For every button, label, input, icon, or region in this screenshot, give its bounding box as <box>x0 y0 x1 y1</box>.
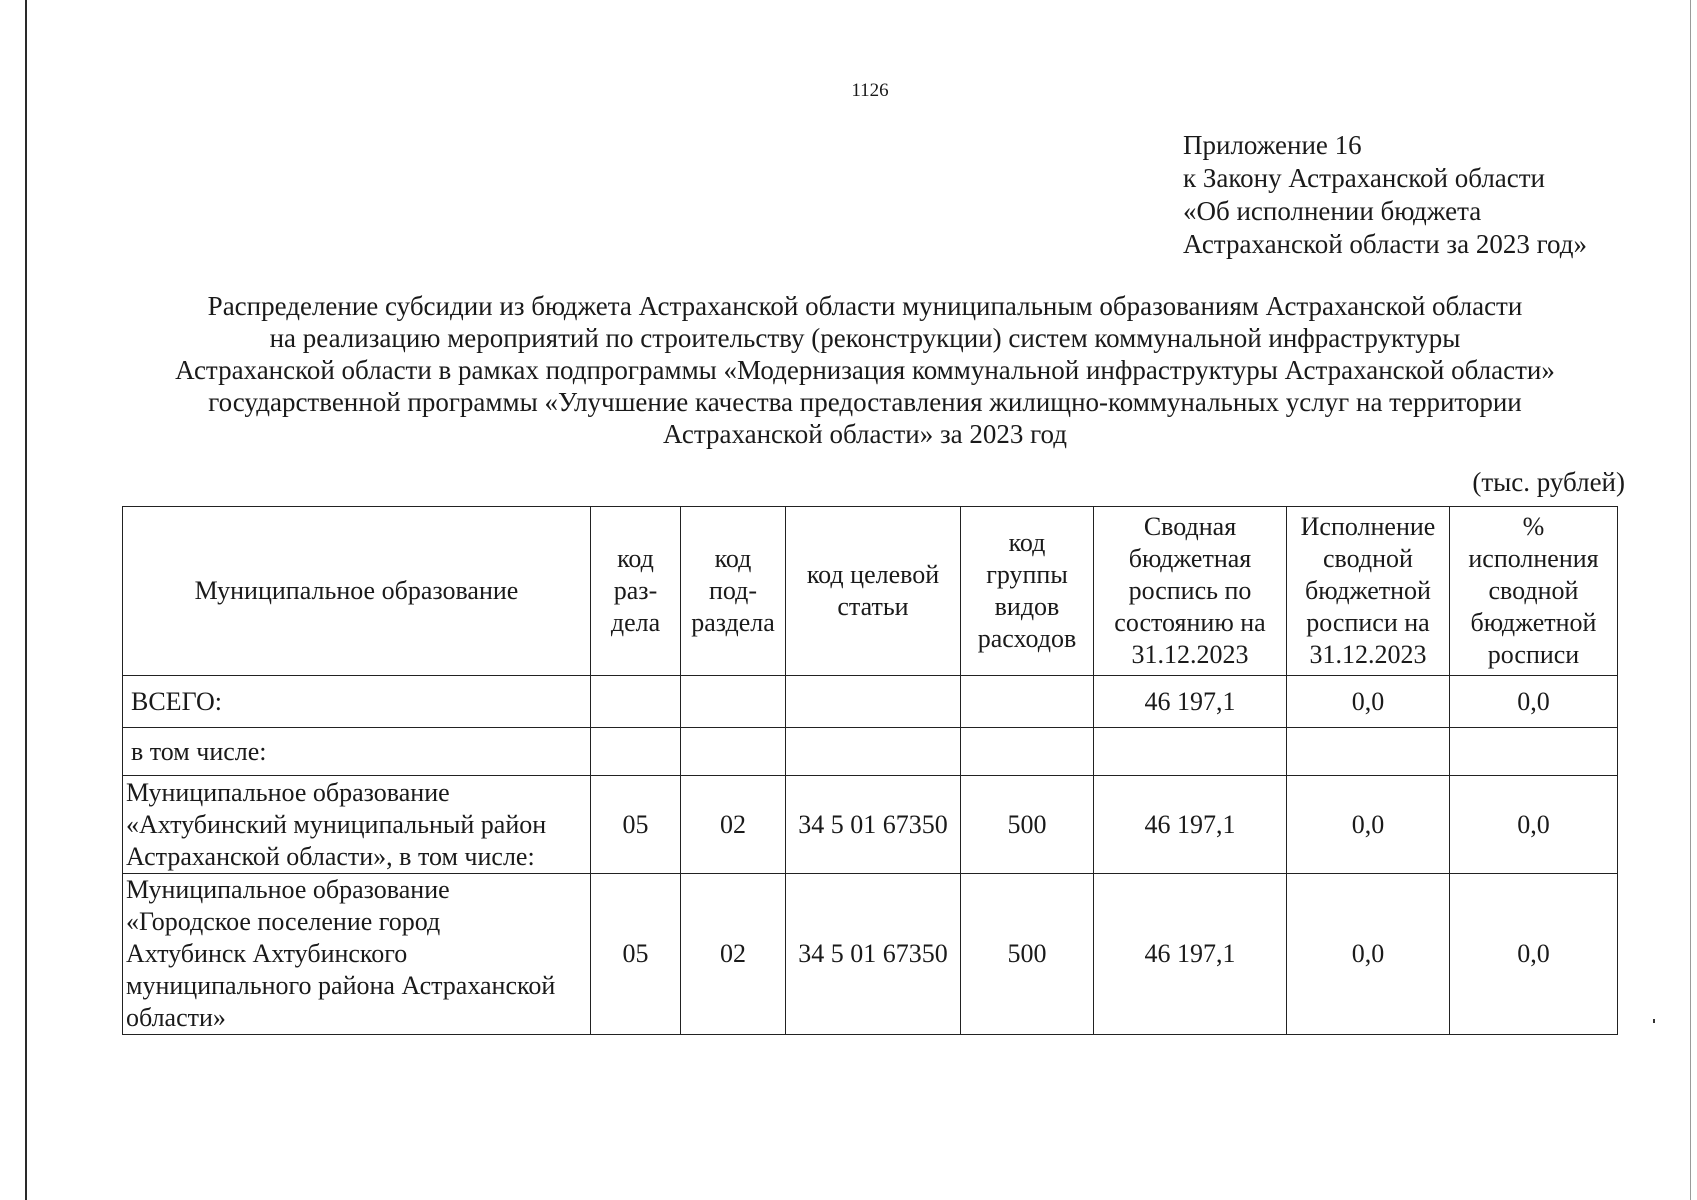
total-budget: 46 197,1 <box>1094 676 1287 728</box>
municipality-name: Муниципальное образование «Ахтубинский муниципальный район Астраханской области», в том числе: <box>123 776 591 874</box>
header-execution: Исполнение сводной бюджетной росписи на 31.12.2023 <box>1287 507 1450 676</box>
appendix-reference <box>1183 129 1587 261</box>
expense-group-code: 500 <box>961 776 1094 874</box>
table-row <box>123 776 1618 874</box>
appendix-line: к Закону Астраханской области <box>1183 163 1546 193</box>
title-line: на реализацию мероприятий по строительству (реконструкции) систем коммунальной инфраструктуры <box>269 323 1461 353</box>
executed-amount: 0,0 <box>1287 874 1450 1035</box>
subsidy-table <box>122 506 1618 1035</box>
appendix-line: Приложение 16 <box>1183 130 1362 160</box>
table-row <box>123 874 1618 1035</box>
total-percent: 0,0 <box>1450 676 1618 728</box>
scan-speck <box>1653 1019 1655 1023</box>
empty-cell <box>786 728 961 776</box>
page-number: 1126 <box>851 80 889 101</box>
empty-cell <box>591 728 681 776</box>
header-budget-schedule: Сводная бюджетная роспись по состоянию на 31.12.2023 <box>1094 507 1287 676</box>
empty-cell <box>681 676 786 728</box>
expense-group-code: 500 <box>961 874 1094 1035</box>
empty-cell <box>786 676 961 728</box>
budget-amount: 46 197,1 <box>1094 776 1287 874</box>
appendix-line: Астраханской области за 2023 год» <box>1183 229 1587 259</box>
section-code: 05 <box>591 874 681 1035</box>
scan-right-edge-line <box>1690 0 1691 1200</box>
header-expense-group-code: код группы видов расходов <box>961 507 1094 676</box>
budget-amount: 46 197,1 <box>1094 874 1287 1035</box>
execution-percent: 0,0 <box>1450 874 1618 1035</box>
title-line: Астраханской области в рамках подпрограммы «Модернизация коммунальной инфраструктуры Астраханской области» <box>175 355 1555 385</box>
empty-cell <box>591 676 681 728</box>
title-line: государственной программы «Улучшение качества предоставления жилищно-коммунальных услуг на территории <box>208 387 1522 417</box>
header-target-article-code: код целевой статьи <box>786 507 961 676</box>
units-note: (тыс. рублей) <box>1472 467 1625 497</box>
total-label: ВСЕГО: <box>123 676 591 728</box>
target-article-code: 34 5 01 67350 <box>786 776 961 874</box>
empty-cell <box>961 676 1094 728</box>
header-section-code: код раз- дела <box>591 507 681 676</box>
title-line: Астраханской области» за 2023 год <box>663 419 1067 449</box>
total-executed: 0,0 <box>1287 676 1450 728</box>
table-header-row <box>123 507 1618 676</box>
empty-cell <box>681 728 786 776</box>
header-execution-percent: % исполнения сводной бюджетной росписи <box>1450 507 1618 676</box>
execution-percent: 0,0 <box>1450 776 1618 874</box>
title-line: Распределение субсидии из бюджета Астраханской области муниципальным образованиям Астраханской области <box>207 291 1523 321</box>
header-municipality: Муниципальное образование <box>123 507 591 676</box>
section-code: 05 <box>591 776 681 874</box>
document-title <box>130 290 1600 450</box>
executed-amount: 0,0 <box>1287 776 1450 874</box>
including-row <box>123 728 1618 776</box>
scan-left-edge-line <box>25 0 27 1200</box>
subsection-code: 02 <box>681 776 786 874</box>
header-subsection-code: код под- раздела <box>681 507 786 676</box>
total-row <box>123 676 1618 728</box>
subsection-code: 02 <box>681 874 786 1035</box>
empty-cell <box>1287 728 1450 776</box>
municipality-name: Муниципальное образование «Городское поселение город Ахтубинск Ахтубинского муниципального района Астраханской области» <box>123 874 591 1035</box>
including-label: в том числе: <box>123 728 591 776</box>
target-article-code: 34 5 01 67350 <box>786 874 961 1035</box>
empty-cell <box>1450 728 1618 776</box>
empty-cell <box>1094 728 1287 776</box>
appendix-line: «Об исполнении бюджета <box>1183 196 1482 226</box>
empty-cell <box>961 728 1094 776</box>
